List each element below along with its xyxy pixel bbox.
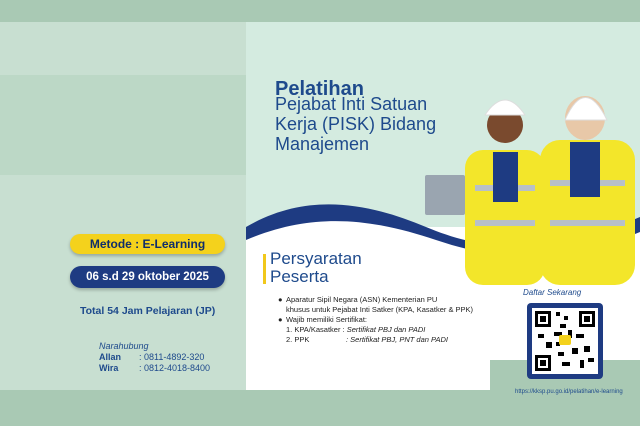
left-decoration <box>0 75 246 175</box>
page-title: Pelatihan <box>275 78 364 100</box>
contact-label: Narahubung <box>99 341 149 351</box>
qr-code-icon[interactable] <box>532 308 598 374</box>
requirements-title: Persyaratan Peserta <box>270 249 362 286</box>
requirements-accent-bar <box>263 254 266 284</box>
date-badge: 06 s.d 29 oktober 2025 <box>70 266 225 288</box>
total-hours: Total 54 Jam Pelajaran (JP) <box>80 305 216 317</box>
cert-item: 1. KPA/Kasatker : Sertifikat PBJ dan PADI <box>286 325 426 334</box>
requirements-list: ● Aparatur Sipil Negara (ASN) Kementerian PU khusus untuk Pejabat Inti Satker (KPA, Kasatker & PPK) ● Wajib memiliki Sertifikat: 1. KPA/Kasatker : Sertifikat PBJ dan PADI 2. PPK : Sertifikat PBJ, PNT dan PADI <box>278 295 508 345</box>
register-url[interactable]: https://kksp.pu.go.id/pelatihan/e-learning <box>515 389 623 395</box>
contact-row: Wira : 0812-4018-8400 <box>99 363 211 373</box>
requirement-item: ● Aparatur Sipil Negara (ASN) Kementerian PU <box>278 295 438 304</box>
register-label: Daftar Sekarang <box>523 288 582 297</box>
page-subtitle: Pejabat Inti Satuan Kerja (PISK) Bidang Manajemen <box>275 94 437 154</box>
method-badge: Metode : E-Learning <box>70 234 225 254</box>
cert-item: 2. PPK : Sertifikat PBJ, PNT dan PADI <box>286 335 448 344</box>
requirement-item: ● Wajib memiliki Sertifikat: <box>278 315 367 324</box>
contact-row: Allan : 0811-4892-320 <box>99 352 205 362</box>
top-band <box>0 0 640 22</box>
